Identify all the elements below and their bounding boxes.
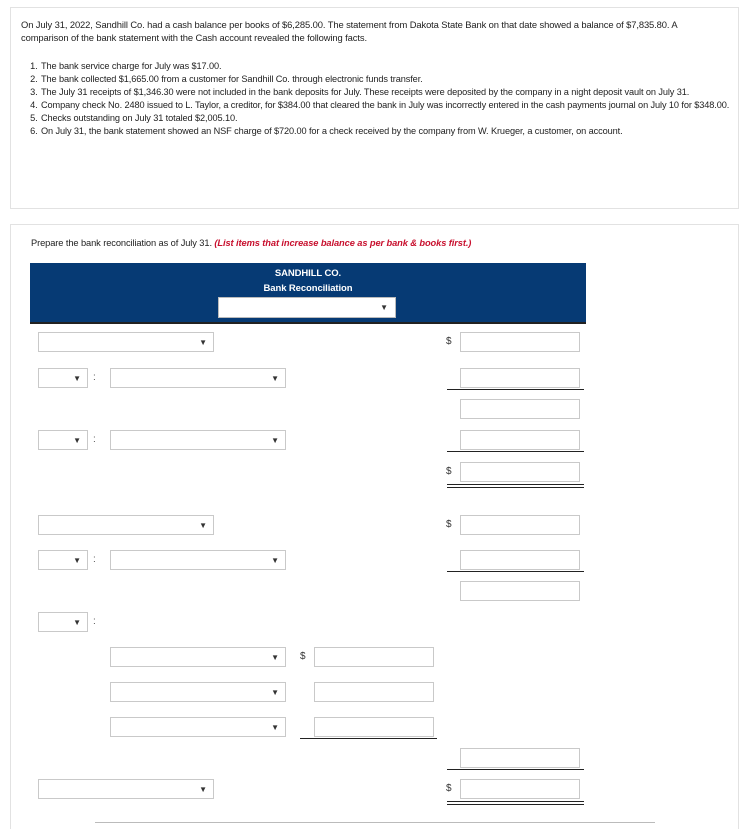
statement-title: Bank Reconciliation: [263, 283, 353, 294]
bank-adjustment-amount-input[interactable]: [460, 368, 580, 388]
dollar-sign: $: [300, 651, 306, 662]
adjustment-type-dropdown[interactable]: [38, 368, 88, 388]
dollar-sign: $: [446, 466, 452, 477]
statement-header: [30, 263, 586, 324]
date-dropdown[interactable]: [218, 297, 396, 318]
double-rule-top: [447, 484, 584, 485]
fact-item: 1. The bank service charge for July was $17.00.: [40, 60, 730, 73]
book-deduction-item-dropdown[interactable]: [110, 682, 286, 702]
page-divider: [95, 822, 655, 823]
dollar-sign: $: [446, 783, 452, 794]
bank-subtotal-input[interactable]: [460, 399, 580, 419]
adjusted-book-balance-label-dropdown[interactable]: [38, 779, 214, 799]
bank-adjustment-item-dropdown[interactable]: [110, 430, 286, 450]
double-rule-top: [447, 801, 584, 802]
book-deductions-total-input[interactable]: [460, 748, 580, 768]
chevron-down-icon: ▼: [271, 374, 279, 383]
chevron-down-icon: ▼: [380, 303, 388, 312]
instruction: [31, 238, 471, 248]
double-rule-bottom: [447, 487, 584, 488]
book-adjustment-amount-input[interactable]: [460, 550, 580, 570]
subtotal-rule: [447, 571, 584, 572]
bank-balance-amount-input[interactable]: [460, 332, 580, 352]
bank-adjustment-item-dropdown[interactable]: [110, 368, 286, 388]
fact-item: 5. Checks outstanding on July 31 totaled $2,005.10.: [40, 112, 730, 125]
fact-item: 6. On July 31, the bank statement showed an NSF charge of $720.00 for a check received by the company from W. Krueger, a customer, on account.: [40, 125, 730, 138]
problem-panel: [10, 7, 739, 209]
book-deduction-amount-input[interactable]: [314, 682, 434, 702]
fact-item: 3. The July 31 receipts of $1,346.30 were not included in the bank deposits for July. These receipts were deposited by the company in a night deposit vault on July 31.: [40, 86, 730, 99]
colon-separator: :: [93, 616, 96, 627]
book-deduction-item-dropdown[interactable]: [110, 717, 286, 737]
instruction-text: Prepare the bank reconciliation as of July 31.: [31, 238, 212, 248]
subtotal-rule: [447, 769, 584, 770]
problem-intro: On July 31, 2022, Sandhill Co. had a cash balance per books of $6,285.00. The statement from Dakota State Bank on that date showed a balance of $7,835.80. A comparison of the bank statement with the Cash account revealed the following facts.: [21, 19, 678, 43]
fact-item: 4. Company check No. 2480 issued to L. Taylor, a creditor, for $384.00 that cleared the bank in July was incorrectly entered in the cash payments journal on July 10 for $348.00.: [40, 99, 730, 112]
adjustment-type-dropdown[interactable]: [38, 612, 88, 632]
bank-balance-label-dropdown[interactable]: [38, 332, 214, 352]
chevron-down-icon: ▼: [73, 374, 81, 383]
adjusted-bank-balance-input[interactable]: [460, 462, 580, 482]
colon-separator: :: [93, 372, 96, 383]
chevron-down-icon: ▼: [271, 556, 279, 565]
instruction-note: (List items that increase balance as per bank & books first.): [214, 238, 472, 248]
subtotal-rule: [447, 451, 584, 452]
double-rule-bottom: [447, 804, 584, 805]
company-name: SANDHILL CO.: [274, 268, 342, 279]
subtotal-rule: [300, 738, 437, 739]
chevron-down-icon: ▼: [73, 436, 81, 445]
book-balance-label-dropdown[interactable]: [38, 515, 214, 535]
colon-separator: :: [93, 554, 96, 565]
chevron-down-icon: ▼: [199, 338, 207, 347]
chevron-down-icon: ▼: [73, 618, 81, 627]
adjusted-book-balance-input[interactable]: [460, 779, 580, 799]
book-deduction-item-dropdown[interactable]: [110, 647, 286, 667]
book-deduction-amount-input[interactable]: [314, 717, 434, 737]
book-adjustment-item-dropdown[interactable]: [110, 550, 286, 570]
colon-separator: :: [93, 434, 96, 445]
fact-item: 2. The bank collected $1,665.00 from a customer for Sandhill Co. through electronic funds transfer.: [40, 73, 730, 86]
chevron-down-icon: ▼: [271, 688, 279, 697]
dollar-sign: $: [446, 336, 452, 347]
bank-adjustment-amount-input[interactable]: [460, 430, 580, 450]
header-rule: [30, 322, 586, 324]
dollar-sign: $: [446, 519, 452, 530]
book-subtotal-input[interactable]: [460, 581, 580, 601]
chevron-down-icon: ▼: [271, 723, 279, 732]
adjustment-type-dropdown[interactable]: [38, 430, 88, 450]
chevron-down-icon: ▼: [271, 653, 279, 662]
book-balance-amount-input[interactable]: [460, 515, 580, 535]
book-deduction-amount-input[interactable]: [314, 647, 434, 667]
chevron-down-icon: ▼: [73, 556, 81, 565]
chevron-down-icon: ▼: [271, 436, 279, 445]
chevron-down-icon: ▼: [199, 521, 207, 530]
chevron-down-icon: ▼: [199, 785, 207, 794]
facts-list: [21, 60, 730, 138]
subtotal-rule: [447, 389, 584, 390]
adjustment-type-dropdown[interactable]: [38, 550, 88, 570]
